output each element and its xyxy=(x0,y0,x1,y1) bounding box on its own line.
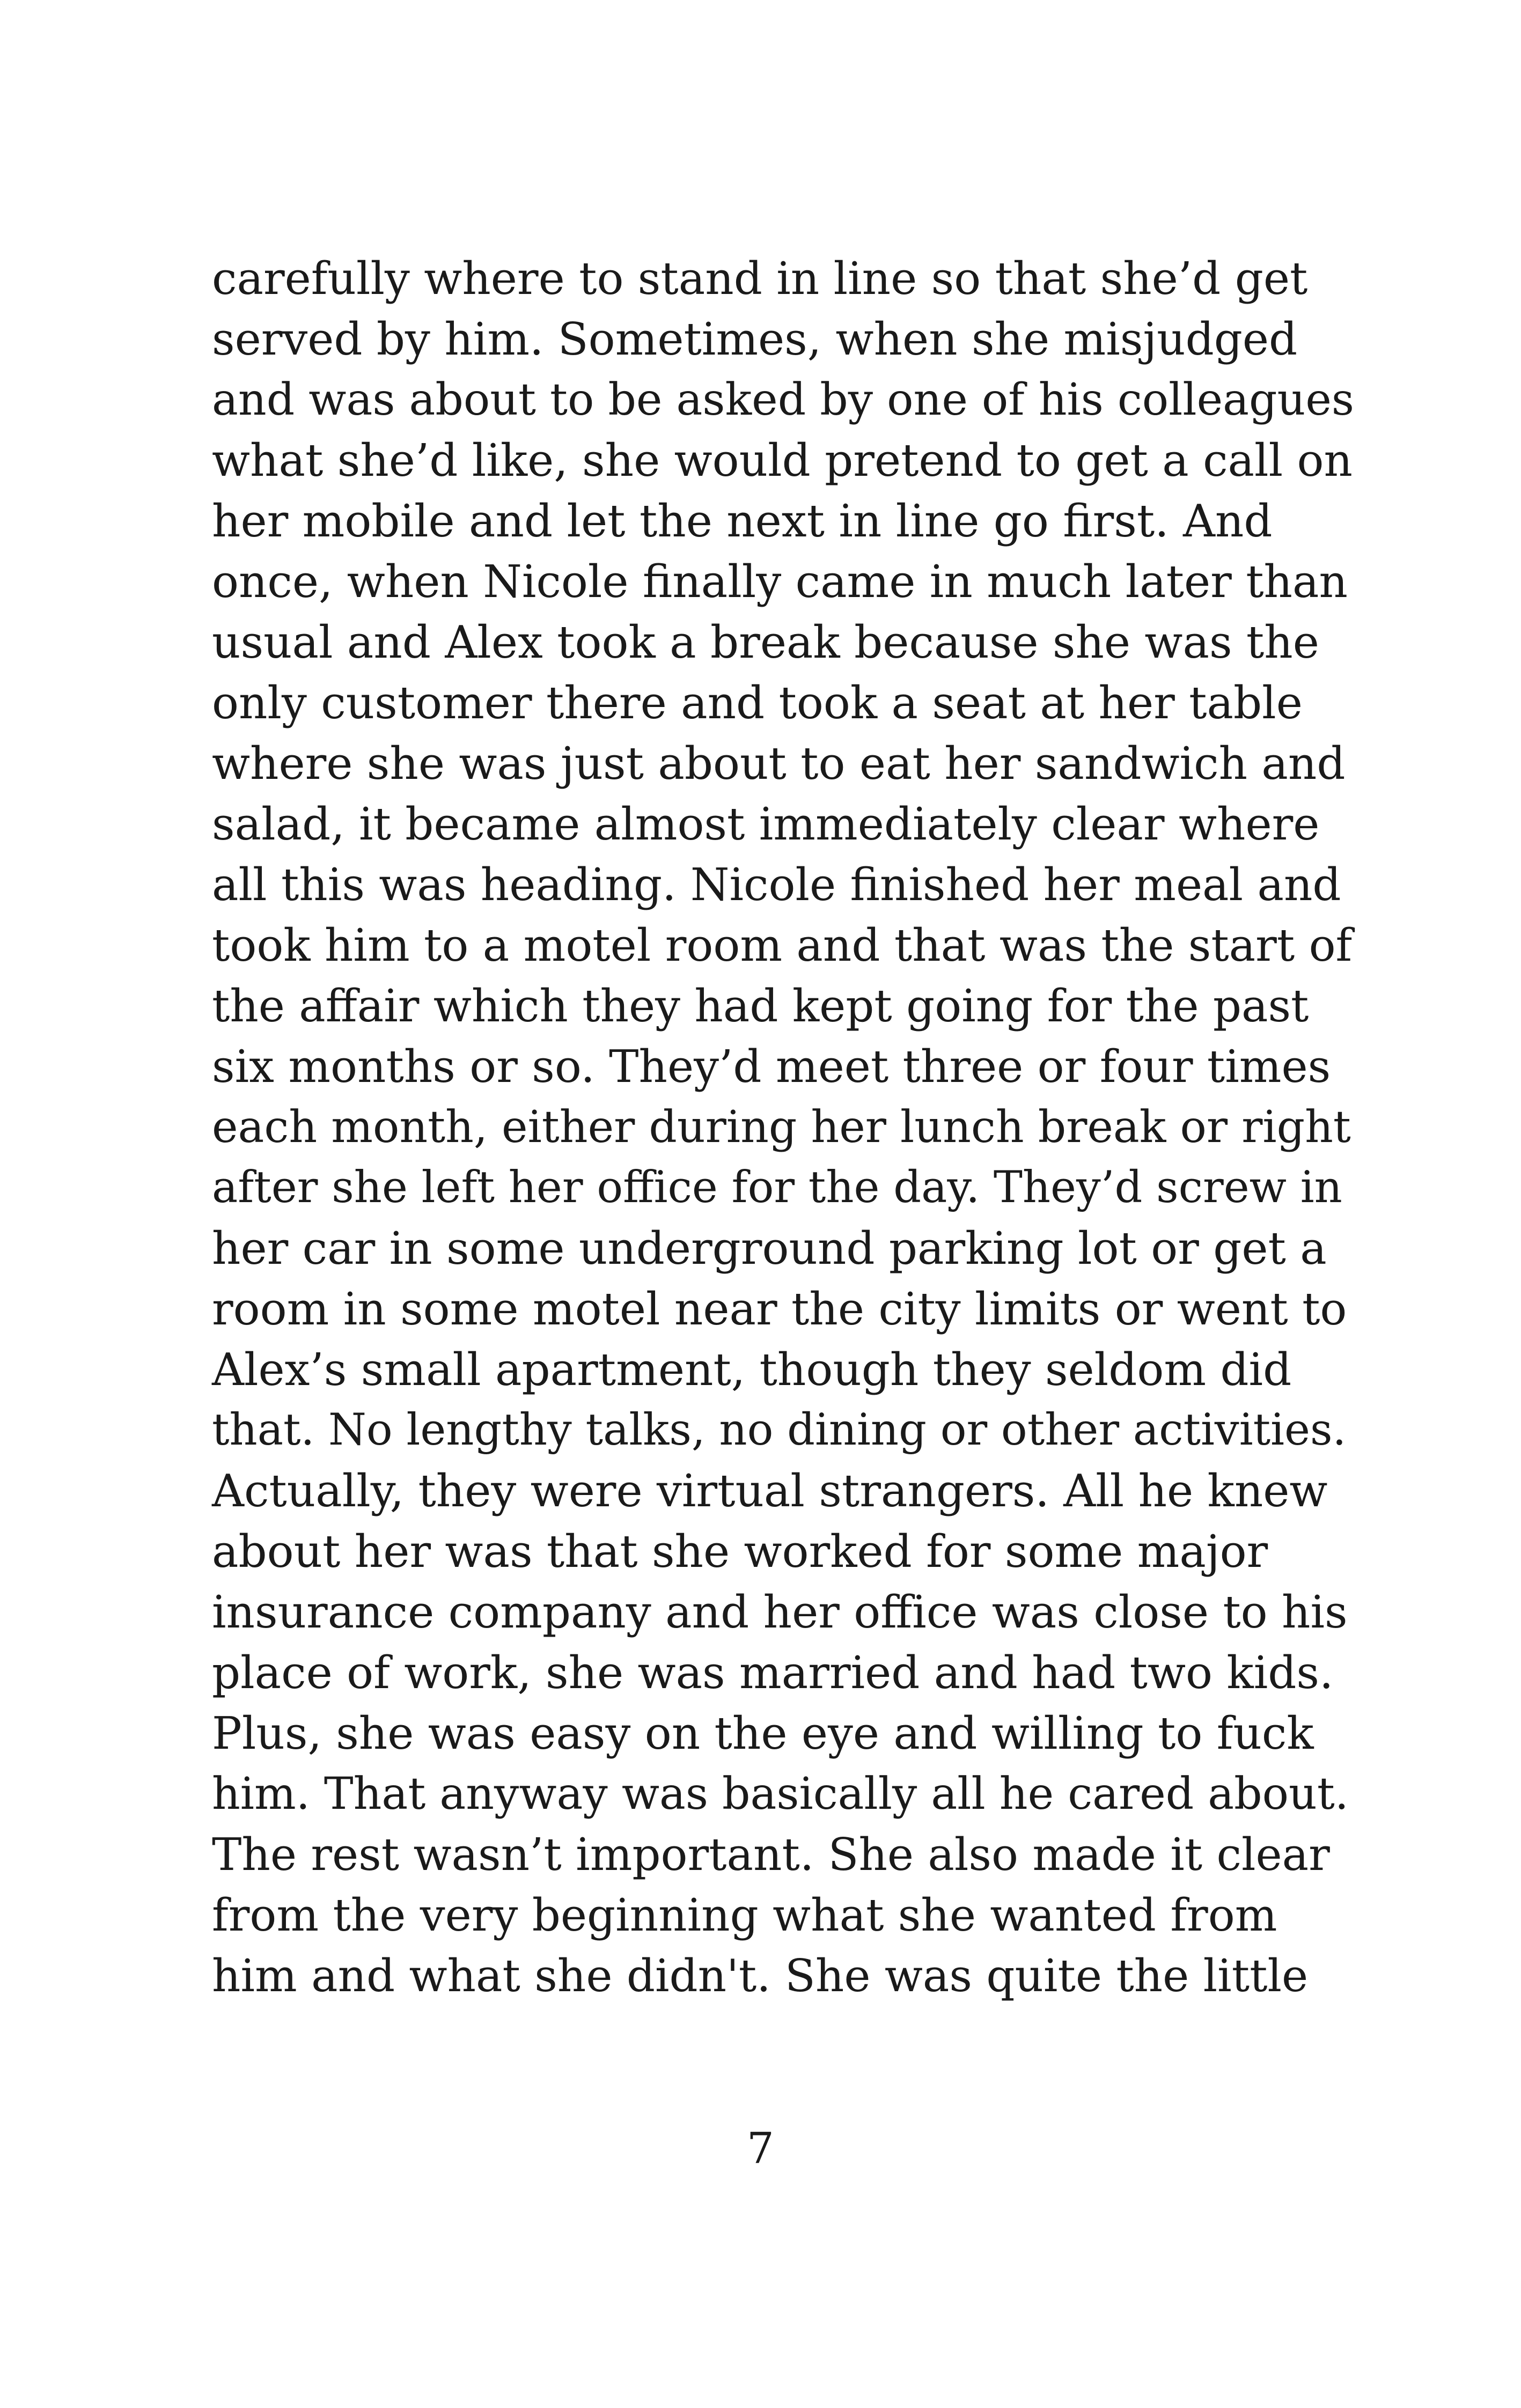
text-line: insurance company and her office was close to his xyxy=(212,1586,1348,1638)
text-line: from the very beginning what she wanted from xyxy=(212,1889,1277,1941)
text-line: only customer there and took a seat at her table xyxy=(212,677,1303,729)
text-line: six months or so. They’d meet three or four times xyxy=(212,1041,1331,1093)
text-line: him. That anyway was basically all he cared about. xyxy=(212,1769,1349,1820)
text-line: about her was that she worked for some major xyxy=(212,1526,1268,1578)
text-line: salad, it became almost immediately clear where xyxy=(212,798,1320,850)
text-line: place of work, she was married and had two kids. xyxy=(212,1647,1334,1699)
text-line: once, when Nicole finally came in much later than xyxy=(212,556,1348,608)
text-line: took him to a motel room and that was the start of xyxy=(212,919,1353,971)
text-line: served by him. Sometimes, when she misjudged xyxy=(212,313,1298,365)
text-line: her car in some underground parking lot or get a xyxy=(212,1223,1327,1275)
text-line: him and what she didn't. She was quite the little xyxy=(212,1950,1309,2002)
text-line: after she left her office for the day. They’d screw in xyxy=(212,1162,1342,1213)
page-number: 7 xyxy=(747,2123,774,2173)
text-line: carefully where to stand in line so that she’d get xyxy=(212,253,1308,305)
text-line: and was about to be asked by one of his colleagues xyxy=(212,374,1354,425)
text-line: Actually, they were virtual strangers. All he knew xyxy=(212,1465,1328,1517)
text-line: the affair which they had kept going for the past xyxy=(212,980,1309,1032)
text-line: that. No lengthy talks, no dining or other activities. xyxy=(212,1405,1347,1455)
text-line: usual and Alex took a break because she was the xyxy=(212,616,1319,668)
text-line: Alex’s small apartment, though they seldom did xyxy=(212,1344,1292,1396)
text-line: her mobile and let the next in line go first. And xyxy=(212,495,1273,547)
text-line: where she was just about to eat her sandwich and xyxy=(212,738,1346,790)
text-line: room in some motel near the city limits or went to xyxy=(212,1283,1347,1335)
text-line: each month, either during her lunch break or right xyxy=(212,1102,1351,1153)
text-line: Plus, she was easy on the eye and willing to fuck xyxy=(212,1707,1314,1759)
text-line: what she’d like, she would pretend to get a call on xyxy=(212,435,1353,487)
body-text xyxy=(212,248,1355,2006)
text-line: all this was heading. Nicole finished her meal and xyxy=(212,859,1341,911)
text-line: The rest wasn’t important. She also made it clear xyxy=(212,1829,1330,1881)
